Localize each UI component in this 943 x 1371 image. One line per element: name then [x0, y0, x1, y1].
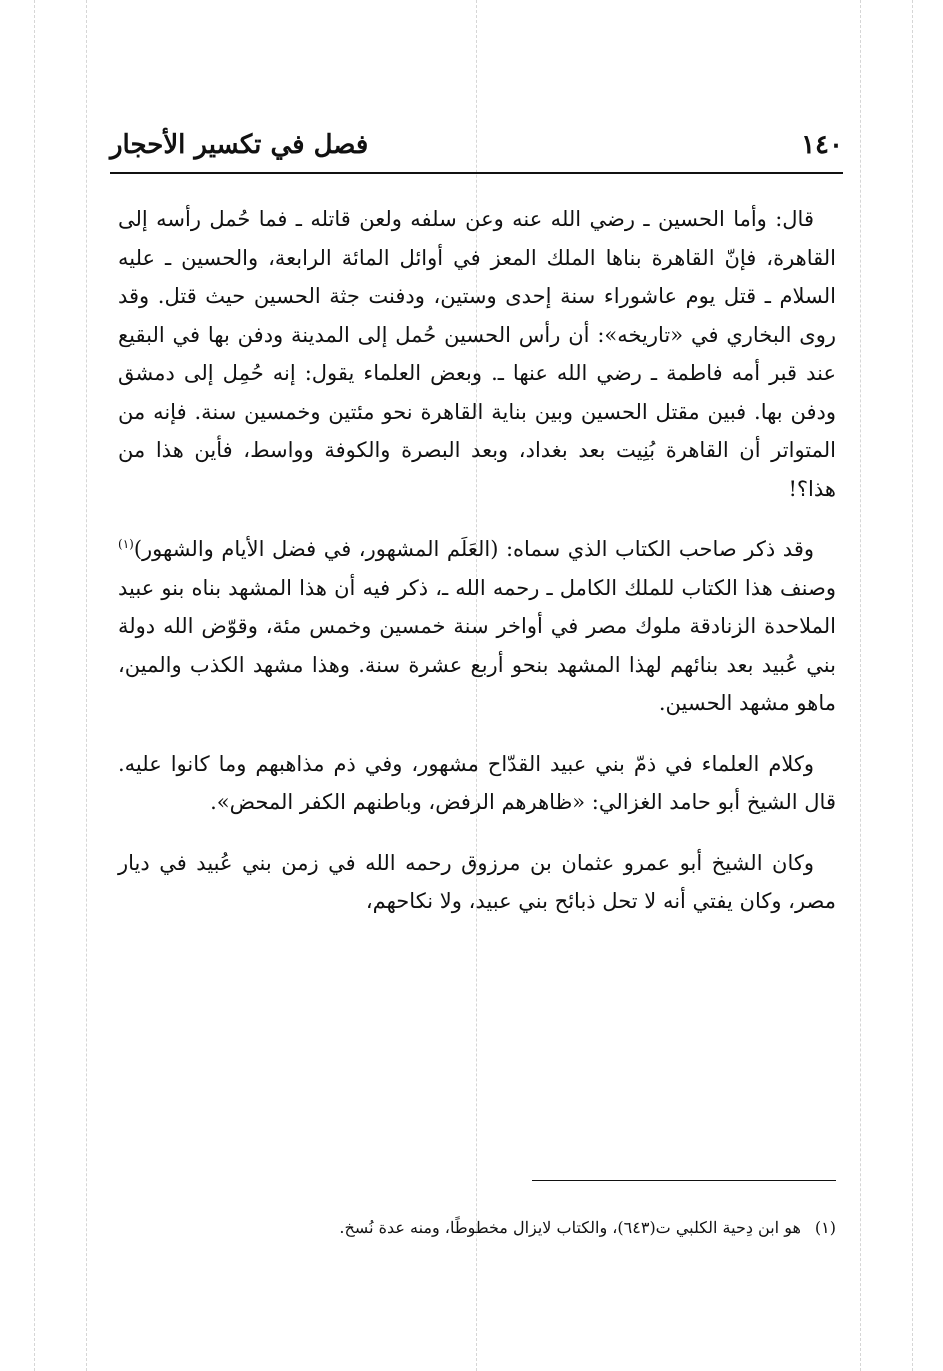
main-text	[118, 200, 836, 943]
running-title: فصل في تكسير الأحجار	[110, 130, 369, 160]
paragraph	[118, 530, 836, 723]
paragraph: قال: وأما الحسين ـ رضي الله عنه وعن سلفه ولعن قاتله ـ فما حُمل رأسه إلى القاهرة، فإنّ القاهرة بناها الملك المعز في أوائل المائة الرابعة، والحسين ـ عليه السلام ـ قتل يوم عاشوراء سنة إحدى وستين، ودفنت جثة الحسين حيث قتل. وقد روى البخاري في «تاريخه»: أن رأس الحسين حُمل إلى المدينة ودفن بها في البقيع عند قبر أمه فاطمة ـ رضي الله عنها ـ. وبعض العلماء يقول: إنه حُمِل إلى دمشق ودفن بها. فبين مقتل الحسين وبين بناية القاهرة نحو مئتين وخمسين سنة. فإنه من المتواتر أن القاهرة بُنِيت بعد بغداد، وبعد البصرة والكوفة وواسط، فأين هذا من هذا؟!	[118, 207, 836, 501]
footnote-rule	[532, 1180, 836, 1181]
footnote-text: هو ابن دِحية الكلبي ت(٦٤٣)، والكتاب لايزال مخطوطًا، ومنه عدة نُسخ.	[339, 1218, 801, 1237]
footnote	[118, 1214, 836, 1242]
footnote-reference: (١)	[118, 537, 134, 551]
footnote-number: (١)	[814, 1218, 836, 1237]
paragraph-text: وصنف هذا الكتاب للملك الكامل ـ رحمه الله ـ، ذكر فيه أن هذا المشهد بناه بنو عبيد الملاحدة الزنادقة ملوك مصر في أواخر سنة خمسين وخمس مئة، وقوّض الله دولة بني عُبيد بعد بنائهم لهذا المشهد بنحو أربع عشرة سنة. وهذا مشهد الكذب والمين، ماهو مشهد الحسين.	[118, 575, 836, 715]
paragraph-text: وقد ذكر صاحب الكتاب الذي سماه: (العَلَم المشهور، في فضل الأيام والشهور)	[133, 537, 814, 561]
page-header	[110, 128, 843, 174]
header-rule	[110, 172, 843, 174]
scan-guide-line	[86, 0, 87, 1371]
scan-guide-line	[860, 0, 861, 1371]
paragraph: وكان الشيخ أبو عمرو عثمان بن مرزوق رحمه الله في زمن بني عُبيد في ديار مصر، وكان يفتي أنه لا تحل ذبائح بني عبيد، ولا نكاحهم،	[118, 850, 836, 913]
page-number: ١٤٠	[801, 130, 843, 160]
scan-guide-line	[34, 0, 35, 1371]
paragraph: وكلام العلماء في ذمّ بني عبيد القدّاح مشهور، وفي ذم مذاهبهم وما كانوا عليه. قال الشيخ أبو حامد الغزالي: «ظاهرهم الرفض، وباطنهم الكفر المحض».	[118, 751, 836, 814]
scan-guide-line	[912, 0, 913, 1371]
